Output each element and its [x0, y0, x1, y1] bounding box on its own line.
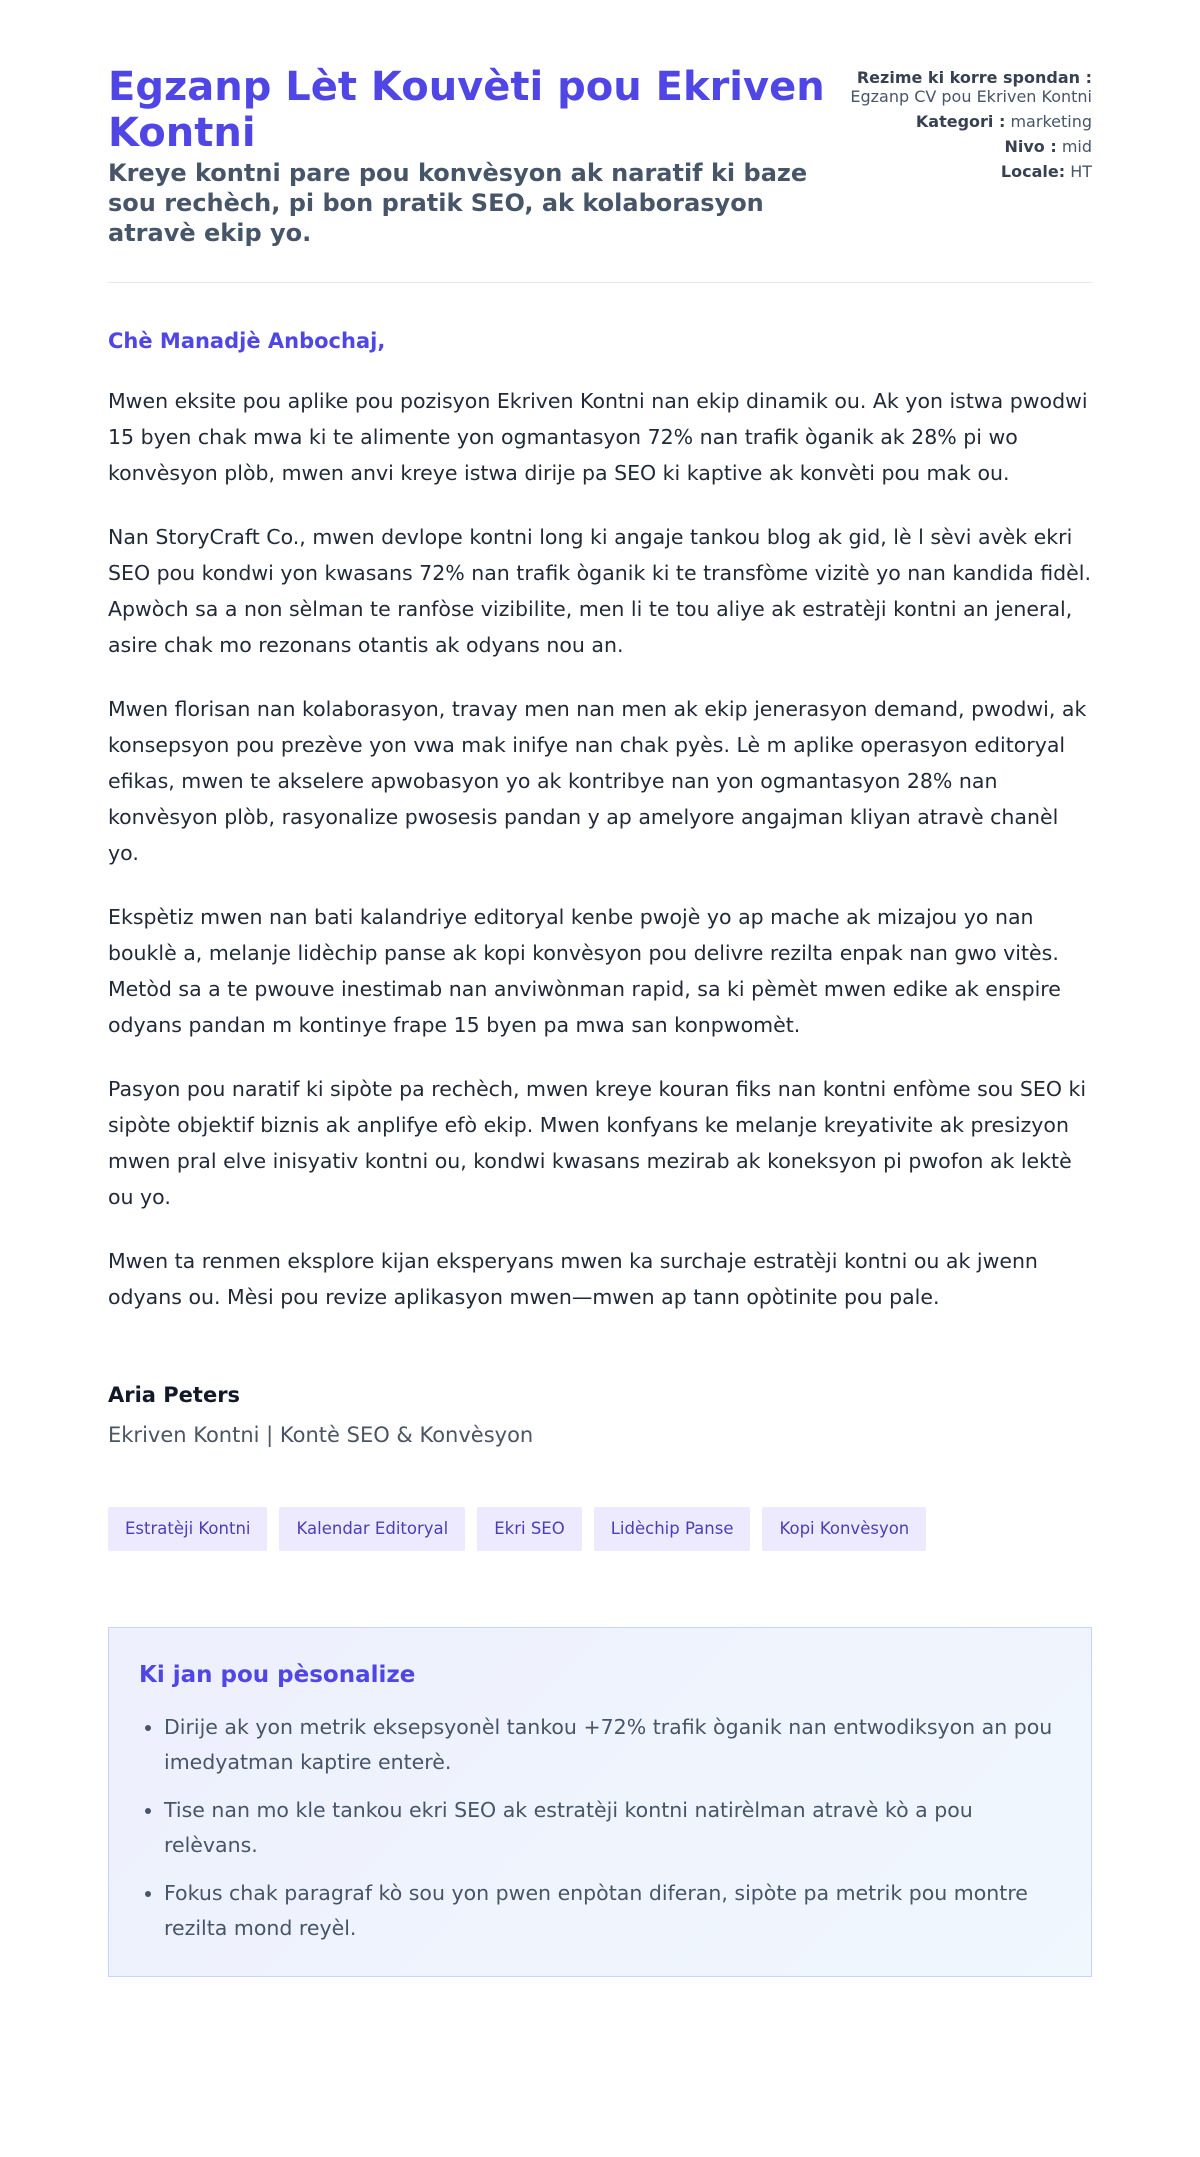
tips-list: [139, 1710, 1061, 1946]
signature-role: Ekriven Kontni | Kontè SEO & Konvèsyon: [108, 1423, 534, 1447]
meta-category-label: Kategori :: [915, 112, 1006, 131]
meta-category: [842, 112, 1092, 131]
page-header: [108, 64, 1092, 283]
body-paragraph-1: Mwen eksite pou aplike pou pozisyon Ekriven Kontni nan ekip dinamik ou. Ak yon istwa pwodwi 15 byen chak mwa ki te alimente yon ogmantasyon 72% nan trafik òganik ak 28% pi wo konvèsyon plòb, mwen anvi kreye istwa dirije pa SEO ki kaptive ak konvèti pou mak ou.: [108, 389, 1088, 485]
body-paragraph-5: Pasyon pou naratif ki sipòte pa rechèch, mwen kreye kouran fiks nan kontni enfòme sou SEO ki sipòte objektif biznis ak anplifye efò ekip. Mwen konfyans ke melanje kreyativite ak presizyon mwen pral elve inisyativ kontni ou, kondwi kwasans mezirab ak koneksyon pi pwofon ak lektè ou yo.: [108, 1077, 1087, 1209]
letter-body: [108, 327, 1092, 1449]
meta-level-value: mid: [1061, 137, 1092, 156]
body-paragraph-4: Ekspètiz mwen nan bati kalandriye editoryal kenbe pwojè yo ap mache ak mizajou yo nan bouklè a, melanje lidèchip panse ak kopi konvèsyon pou delivre rezilta enpak nan gwo vitès. Metòd sa a te pwouve inestimab nan anviwònman rapid, sa ki pèmèt mwen edike ak enspire odyans pandan m kontinye frape 15 byen pa mwa san konpwomèt.: [108, 905, 1061, 1037]
meta-summary-value: Egzanp CV pou Ekriven Kontni: [850, 87, 1092, 106]
customization-tips-box: [108, 1627, 1092, 1977]
skill-tag: Estratèji Kontni: [108, 1507, 267, 1551]
salutation: Chè Manadjè Anbochaj,: [108, 329, 386, 353]
meta-summary-label: Rezime ki korre spondan :: [856, 68, 1092, 87]
page-subtitle: Kreye kontni pare pou konvèsyon ak naratif ki baze sou rechèch, pi bon pratik SEO, ak kolaborasyon atravè ekip yo.: [108, 159, 808, 247]
body-paragraph-3: Mwen florisan nan kolaborasyon, travay men nan men ak ekip jenerasyon demand, pwodwi, ak konsepsyon pou prezève yon vwa mak inifye nan chak pyès. Lè m aplike operasyon editoryal efikas, mwen te akselere apwobasyon yo ak kontribye nan yon ogmantasyon 28% nan konvèsyon plòb, rasyonalize pwosesis pandan y ap amelyore angajman kliyan atravè chanèl yo.: [108, 697, 1087, 865]
meta-locale-value: HT: [1070, 162, 1092, 181]
body-paragraph-2: Nan StoryCraft Co., mwen devlope kontni long ki angaje tankou blog ak gid, lè l sèvi avèk ekri SEO pou kondwi yon kwasans 72% nan trafik òganik ki te transfòme vizitè yo nan kandida fidèl. Apwòch sa a non sèlman te ranfòse vizibilite, men li te tou aliye ak estratèji kontni an jeneral, asire chak mo rezonans otantis ak odyans nou an.: [108, 525, 1091, 657]
skill-tags: [108, 1507, 1092, 1551]
title-block: [108, 64, 828, 248]
body-paragraph-6: Mwen ta renmen eksplore kijan eksperyans mwen ka surchaje estratèji kontni ou ak jwenn odyans ou. Mèsi pou revize aplikasyon mwen—mwen ap tann opòtinite pou pale.: [108, 1249, 1038, 1309]
tips-item: • Dirije ak yon metrik eksepsyonèl tankou +72% trafik òganik nan entwodiksyon an pou imedyatman kaptire enterè.: [164, 1710, 1061, 1780]
meta-level: [842, 137, 1092, 156]
tips-title: Ki jan pou pèsonalize: [139, 1662, 416, 1688]
skill-tag: Lidèchip Panse: [594, 1507, 751, 1551]
tips-item: • Tise nan mo kle tankou ekri SEO ak estratèji kontni natirèlman atravè kò a pou relèvans.: [164, 1793, 1061, 1863]
meta-category-value: marketing: [1010, 112, 1092, 131]
page-title: Egzanp Lèt Kouvèti pou Ekriven Kontni: [108, 64, 825, 156]
meta-locale: [842, 162, 1092, 181]
meta-locale-label: Locale:: [1000, 162, 1066, 181]
skill-tag: Kopi Konvèsyon: [762, 1507, 926, 1551]
signature-name: Aria Peters: [108, 1383, 241, 1407]
meta-level-label: Nivo :: [1004, 137, 1057, 156]
meta-panel: [842, 68, 1092, 187]
skill-tag: Ekri SEO: [477, 1507, 581, 1551]
skill-tag: Kalendar Editoryal: [279, 1507, 465, 1551]
tips-item: • Fokus chak paragraf kò sou yon pwen enpòtan diferan, sipòte pa metrik pou montre rezilta mond reyèl.: [164, 1876, 1061, 1946]
meta-summary: [842, 68, 1092, 106]
